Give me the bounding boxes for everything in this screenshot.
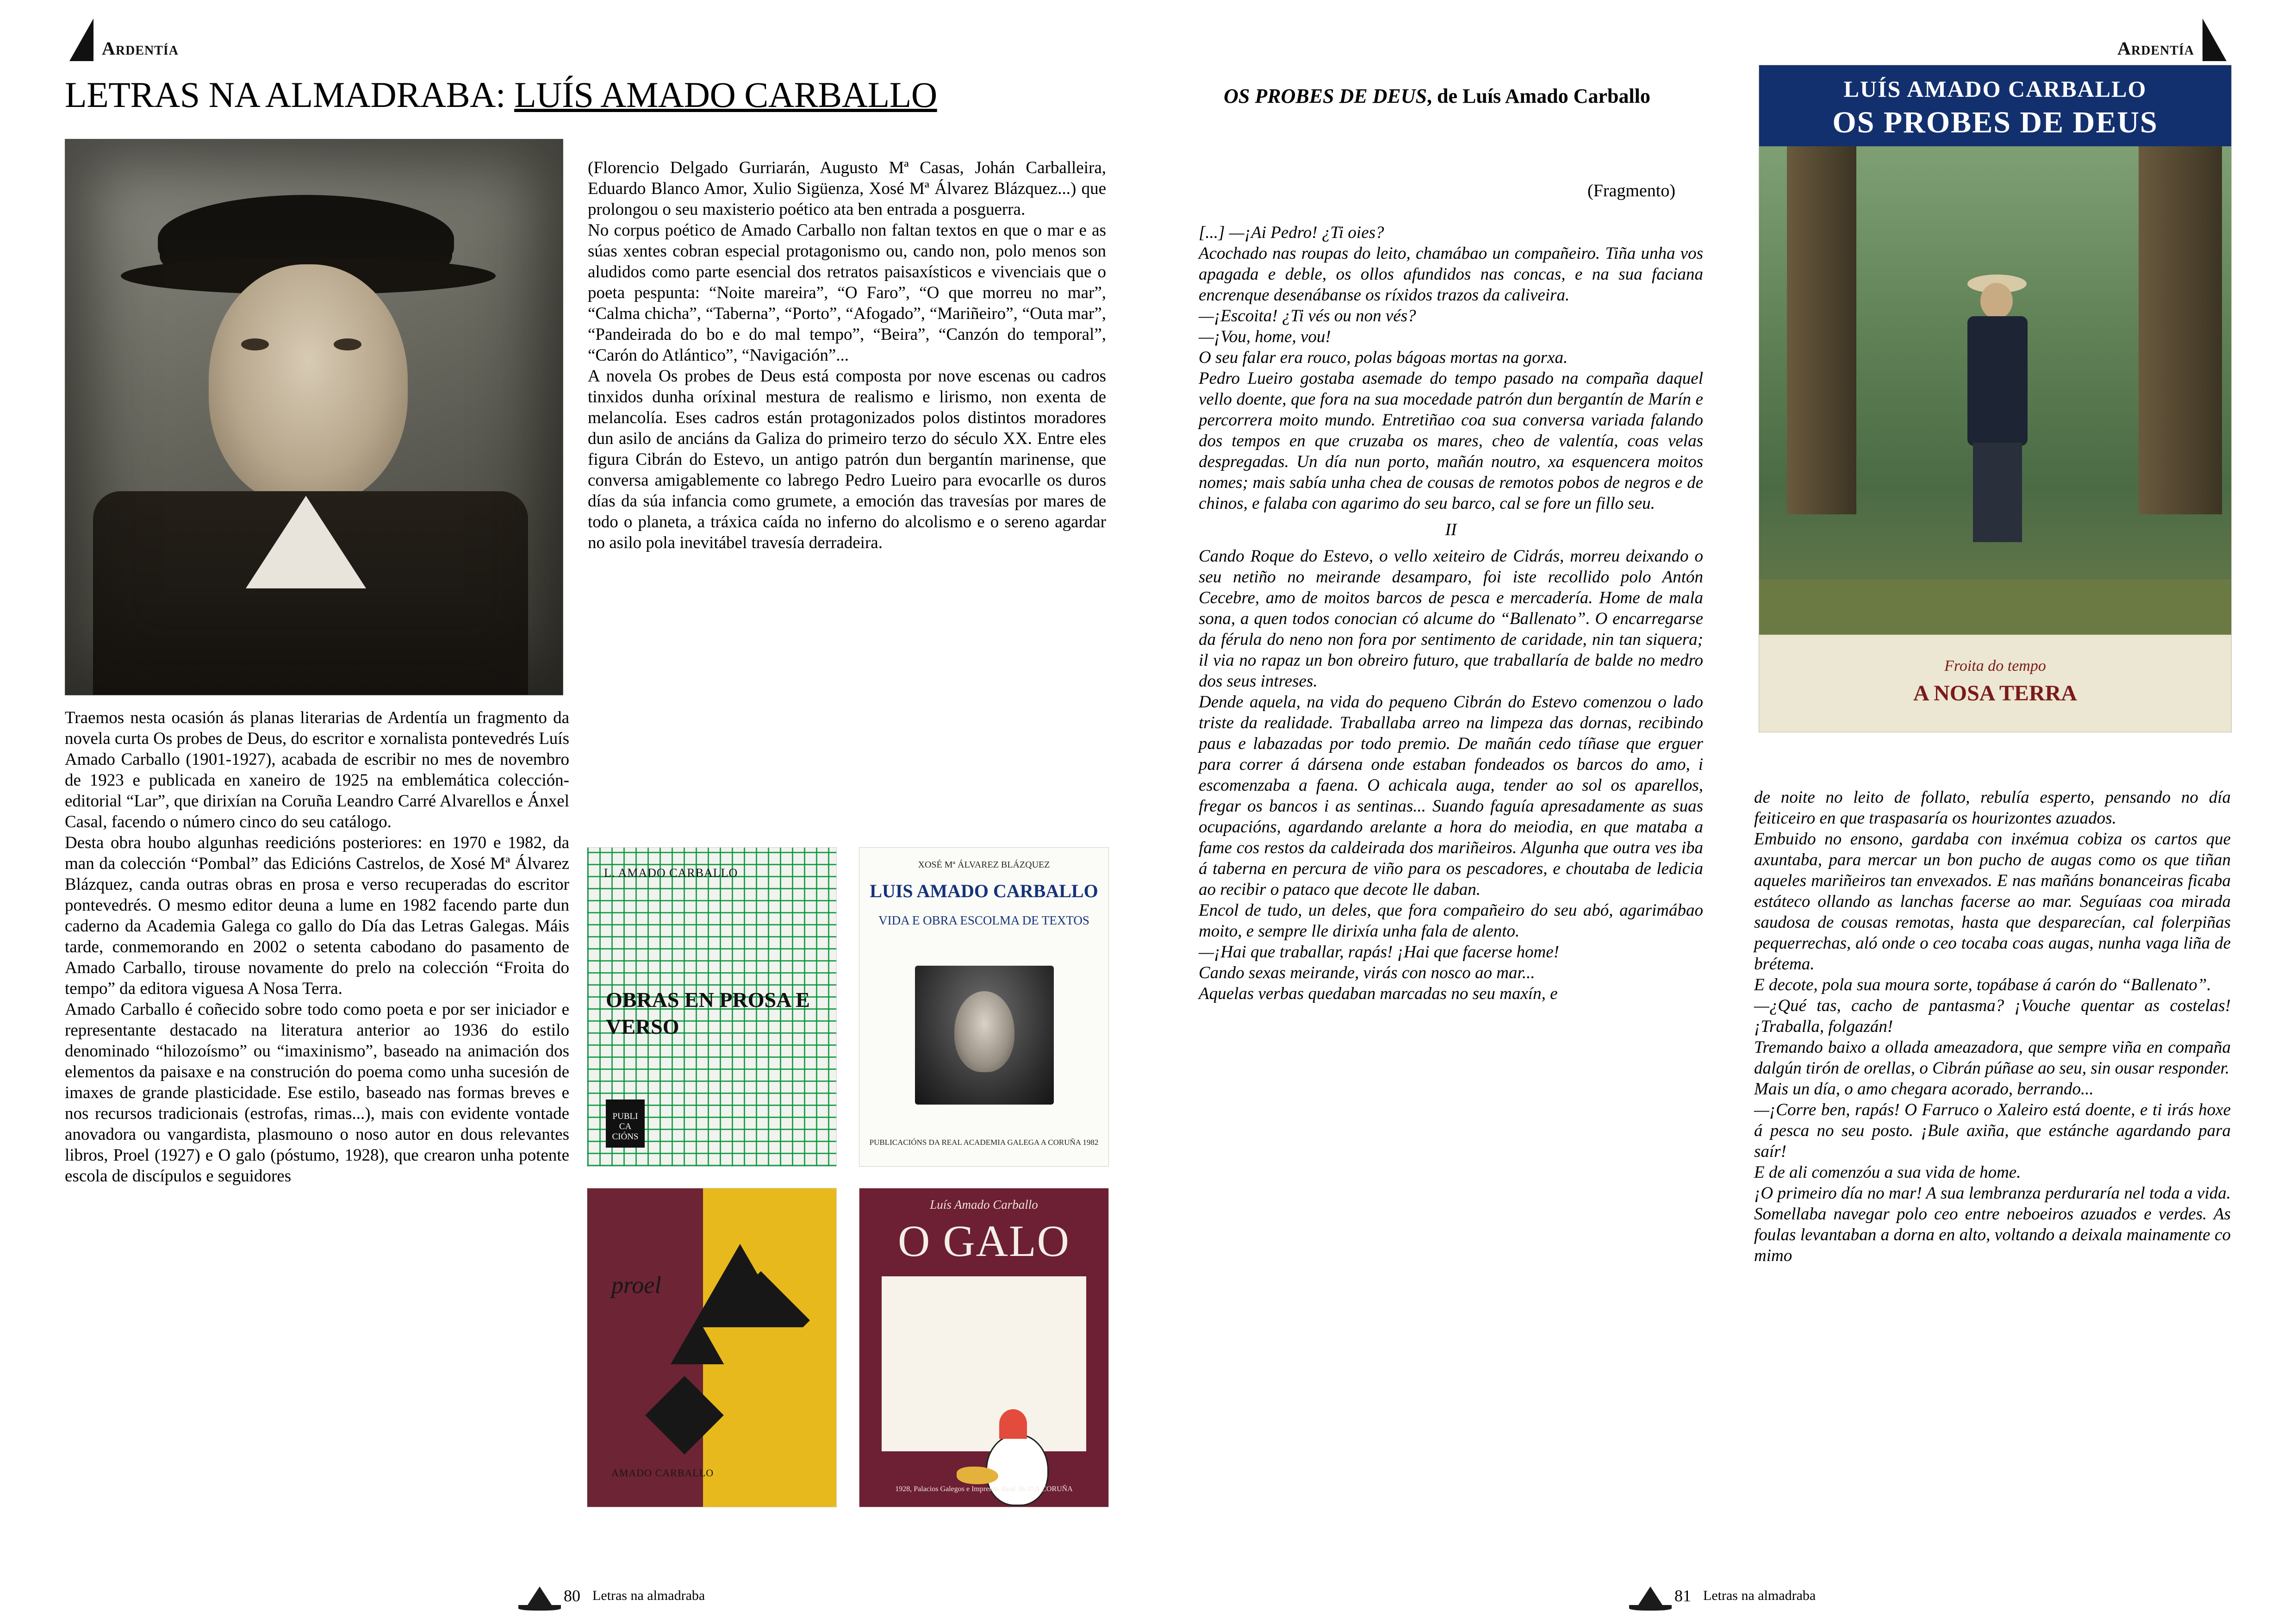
page-number: 81: [1674, 1587, 1691, 1605]
paragraph: ¡O primeiro día no mar! A sua lembranza perduraría nel toda a vida. Somellaba navegar polo ceo entre neboeiros azuados e verdes. As foulas levantaban a dorna en alto, voltando a deixala mainamente co mimo: [1754, 1184, 2231, 1265]
paragraph: Cando sexas meirande, virás con nosco ao mar...: [1199, 963, 1535, 982]
legs-shape: [1973, 443, 2022, 542]
book-cover-gallery: [587, 847, 1109, 1507]
cover-imprint: PUBLICACIÓNS DA REAL ACADEMIA GALEGA A CORUÑA 1982: [869, 1138, 1099, 1147]
left-column-one: [65, 139, 569, 1187]
cover-author: L. AMADO CARBALLO: [604, 866, 738, 880]
cover-author: AMADO CARBALLO: [611, 1467, 714, 1479]
paragraph: A novela Os probes de Deus está composta por nove escenas ou cadros tinxidos dunha oríxinal mestura de realismo e lirismo, non exenta de melancolía. Eses cadros están protagonizados polos distintos moradores dun asilo de anciáns da Galiza do primeiro terzo do século XX. Entre eles figura Cibrán do Estevo, un antigo patrón dun bergantín marinense, que conversa amigablemente co labrego Pedro Lueiro para evocarlle os duros días da súa infancia como grumete, a emoción das travesías por mares de todo o planeta, a tráxica caída no inferno do alcolismo e o sereno agardar no asilo pola inevitábel travesía derradeira.: [588, 367, 1106, 552]
brand-left: Ardentía: [102, 38, 179, 59]
title-name: LUÍS AMADO CARBALLO: [514, 75, 937, 115]
cover-collection: Froita do tempo: [1944, 657, 2046, 675]
obras-en-prosa-e-verso-cover: [587, 847, 837, 1167]
cover-title: proel: [611, 1272, 661, 1299]
boat-icon: [1638, 1587, 1662, 1605]
cover-imprint: 1928, Palacios Galegos e Imprenta, Real 36-1º A CORUÑA: [895, 1485, 1073, 1493]
header-left: [69, 19, 179, 61]
paragraph: Tremando baixo a ollada ameazadora, que sempre viña en compaña dalgún tirón de orellas, o Cibrán púñase ao seu, sin ousar responder.: [1754, 1038, 2231, 1078]
footer-label: Letras na almadraba: [1703, 1588, 1816, 1603]
header-right: [2117, 19, 2227, 61]
cover-subtitle: VIDA E OBRA ESCOLMA DE TEXTOS: [878, 913, 1089, 927]
proel-cover: [587, 1188, 837, 1507]
paragraph: Embuido no ensono, gardaba con inxémua cobiza os cartos que axuntaba, para mercar un bon pucho de augas como os que tiñan aqueles mariñeiros tan envexados. E nas mañáns bonanceiras ficaba estáteco ollando as lanchas facerse ao mar. Seguíaas coa mirada saudosa de cousas remotas, hasta que desparecían, cal folerpiñas pequerrechas, aló onde o ceo tocaba coas augas, nunha vaga liña de brétema.: [1754, 830, 2231, 974]
excerpt-title-author: , de Luís Amado Carballo: [1427, 85, 1650, 107]
paragraph: Cando Roque do Estevo, o vello xeiteiro de Cidrás, morreu deixando o seu netiño no meirande desamparo, foi iste recollido polo Antón Cecebre, amo de moitos barcos de pesca e mercadería. Home de mala sona, a quen todos conocian có alcume do “Ballenato”. O encarregarse da férula do neno non fora por sentimento de caridade, nin tan siquera; il via no rapaz un bon obreiro futuro, que traballaría de balde no medro dos seus intreses.: [1199, 547, 1703, 691]
author-portrait: [65, 139, 563, 695]
paragraph: [...] —¡Ai Pedro! ¿Ti oies?: [1199, 223, 1384, 242]
man-figure: [1954, 283, 2041, 542]
brand-right: Ardentía: [2117, 38, 2194, 59]
paragraph: Encol de tudo, un deles, que fora compañeiro do seu abó, agarimábao moito, e sempre lle dirixía unha fala de alento.: [1199, 901, 1703, 941]
paragraph: Acochado nas roupas do leito, chamábao un compañeiro. Tiña unha vos apagada e deble, os ollos afundidos nas concas, e na sua faciana encrenque desenábanse os ríxidos trazos da caliveira.: [1199, 244, 1703, 305]
paragraph: Dende aquela, na vida do pequeno Cibrán do Estevo comenzou o lado triste da realidade. Traballaba arreo na limpeza das dornas, recibindo paus e labazadas por todo premio. De mañán cedo tíñase que erguer para correr á dársena onde estaban fondeados os barcos do amo, i escomenzaba a faena. O achicala auga, tender ao sol os aparellos, fregar os bancos i as sentinas... Suando faguía apresadamente as suas ocupacións, agardando arelante a hora do meiodia, en que mataba a fame cos restos da caldeirada dos mariñeiros. Algunha que outra ves iba á taberna en percura de viño para os pescadores, e choutaba de ledicia ao recibir o pataco que decote lle daban.: [1199, 693, 1703, 899]
page-gutter: [1148, 0, 1149, 1624]
os-probes-de-deus-cover: [1759, 65, 2232, 732]
paragraph: E de ali comenzóu a sua vida de home.: [1754, 1163, 2021, 1182]
page-number: 80: [564, 1587, 580, 1605]
cover-portrait: [915, 966, 1054, 1105]
right-page-footer: [1638, 1586, 1816, 1605]
cover-editor: XOSÉ Mª ÁLVAREZ BLÁZQUEZ: [918, 860, 1050, 870]
cover-title: OS PROBES DE DEUS: [1832, 106, 2158, 139]
paragraph: —¡Corre ben, rapás! O Farruco o Xaleiro está doente, e ti irás hoxe á pesca no seu posto. ¡Bule axiña, que estánche agardando para saír!: [1754, 1100, 2231, 1161]
ground-shape: [1759, 579, 2231, 635]
fragment-label: (Fragmento): [1587, 181, 1675, 200]
right-column-two: [1754, 787, 2231, 1266]
sailboat-icon: [69, 19, 93, 61]
torso-shape: [1967, 316, 2028, 446]
section-number: II: [1445, 520, 1457, 539]
paragraph: No corpus poético de Amado Carballo non faltan textos en que o mar e as súas xentes cobran especial protagonismo ou, cando non, polo menos son aludidos como parte esencial dos retratos paisaxísticos e vivenciais que o poeta pespunta: “Noite mareira”, “O Faro”, “O que morreu no mar”, “Calma chicha”, “Taberna”, “Porto”, “Afogado”, “Mariñeiro”, “Outa mar”, “Pandeirada do bo e do mal tempo”, “Beira”, “Canzón do temporal”, “Carón do Atlántico”, “Navigación”...: [588, 221, 1106, 365]
cover-footer-band: [1759, 637, 2231, 732]
paragraph: Aquelas verbas quedaban marcadas no seu maxín, e: [1199, 984, 1558, 1003]
excerpt-title-work: OS PROBES DE DEUS: [1224, 85, 1427, 107]
paragraph: Traemos nesta ocasión ás planas literarias de Ardentía un fragmento da novela curta Os probes de Deus, do escritor e xornalista pontevedrés Luís Amado Carballo (1901-1927), acabada de escribir no mes de novembro de 1923 e publicada en xaneiro de 1925 na emblemática colección-editorial “Lar”, que dirixían na Coruña Leandro Carré Alvarellos e Ánxel Casal, facendo o número cinco do seu catálogo.: [65, 708, 569, 831]
paragraph: (Florencio Delgado Gurriarán, Augusto Mª Casas, Johán Carballeira, Eduardo Blanco Amor, Xulio Sigüenza, Xosé Mª Álvarez Blázquez...) que prolongou o seu maxisterio poético ata ben entrada a posguerra.: [588, 158, 1106, 219]
cover-header-band: [1759, 65, 2231, 146]
boat-icon: [528, 1587, 552, 1605]
footer-label: Letras na almadraba: [592, 1588, 705, 1603]
cover-title: LUIS AMADO CARBALLO: [870, 881, 1098, 901]
paragraph: Pedro Lueiro gostaba asemade do tempo pasado na compaña daquel vello doente, que fora na sua mocedade patrón dun bergantín de Marín e percorrera moito mundo. Entretiñao coa sua conversa variada falando dos tempos en que cruzaba os mares, cheo de valentía, coas velas despregadas. Un día nun porto, mañán noutro, xa esquencera moitos nomes; mais sabía unha chea de cousas de remotos pobos de negros e de chinos, e falaba con agarimo do seu barco, cal se fore un fillo seu.: [1199, 369, 1703, 513]
cover-publisher: A NOSA TERRA: [1913, 681, 2077, 706]
paragraph: Desta obra houbo algunhas reedicións posteriores: en 1970 e 1982, da man da colección “Pombal” das Edicións Castrelos, de Xosé Mª Álvarez Blázquez, canda outras obras en prosa e verso recuperadas do escritor pontevedrés. O mesmo editor deuna a lume en 1982 facendo parte dun caderno da Academia Galega co gallo do Día das Letras Galegas. Máis tarde, conmemorando en 2002 o setenta cabodano do pasamento de Amado Carballo, tirouse novamente do prelo na colección “Froita do tempo” da editora viguesa A Nosa Terra.: [65, 833, 569, 998]
paragraph: —¡Hai que traballar, rapás! ¡Hai que facerse home!: [1199, 943, 1560, 962]
cover-title: OBRAS EN PROSA E VERSO: [606, 988, 810, 1038]
vignette-overlay: [65, 139, 563, 695]
publisher-logo: PUBLI CA CIÓNS: [606, 1099, 645, 1148]
page-title: [65, 74, 937, 116]
tree-shape: [1787, 144, 1856, 514]
paragraph: E decote, pola sua moura sorte, topábase á carón do “Ballenato”.: [1754, 975, 2211, 994]
left-column-two: [588, 157, 1106, 553]
cover-panel: [882, 1276, 1086, 1451]
paragraph: Amado Carballo é coñecido sobre todo como poeta e por ser iniciador e representante destacado na literatura anterior ao 1936 do estilo denominado “hilozoísmo” ou “imaxinismo”, baseado na animación dos elementos da paisaxe e na construción do poema como unha sucesión de imaxes de grande plasticidade. Ese estilo, baseado nas formas breves e nos recursos tradicionais (estrofas, rimas...), mais con evidente vontade anovadora ou vangardista, plasmouno o noso autor en dous relevantes libros, Proel (1927) e O galo (póstumo, 1928), que crearon unha potente escola de discípulos e seguidores: [65, 1000, 569, 1186]
paragraph: —¡Escoita! ¿Ti vés ou non vés?: [1199, 306, 1416, 325]
head-shape: [1980, 283, 2013, 319]
paragraph: —¿Qué tas, cacho de pantasma? ¡Vouche quentar as costelas! ¡Traballa, folgazán!: [1754, 996, 2231, 1036]
right-column-one: [1199, 222, 1703, 1004]
sailboat-icon: [2203, 19, 2227, 61]
paragraph: Mais un día, o amo chegara acorado, berrando...: [1754, 1080, 2094, 1099]
rooster-icon: [986, 1434, 1049, 1506]
cover-title: O GALO: [898, 1216, 1070, 1266]
cover-author: Luís Amado Carballo: [930, 1198, 1038, 1212]
tree-shape: [2139, 144, 2222, 514]
o-galo-cover: [859, 1188, 1109, 1507]
left-page-footer: [528, 1586, 705, 1605]
excerpt-title: [1199, 83, 1675, 109]
triangle-shape: [703, 1327, 837, 1466]
title-prefix: LETRAS NA ALMADRABA:: [65, 75, 515, 115]
paragraph: O seu falar era rouco, polas bágoas mortas na gorxa.: [1199, 348, 1568, 367]
cover-author: LUÍS AMADO CARBALLO: [1843, 76, 2147, 102]
vida-e-obra-cover: [859, 847, 1109, 1167]
paragraph: de noite no leito de follato, rebulía esperto, pensando no día feiticeiro en que traspasaría os hourizontes azuados.: [1754, 788, 2231, 828]
paragraph: —¡Vou, home, vou!: [1199, 327, 1331, 346]
